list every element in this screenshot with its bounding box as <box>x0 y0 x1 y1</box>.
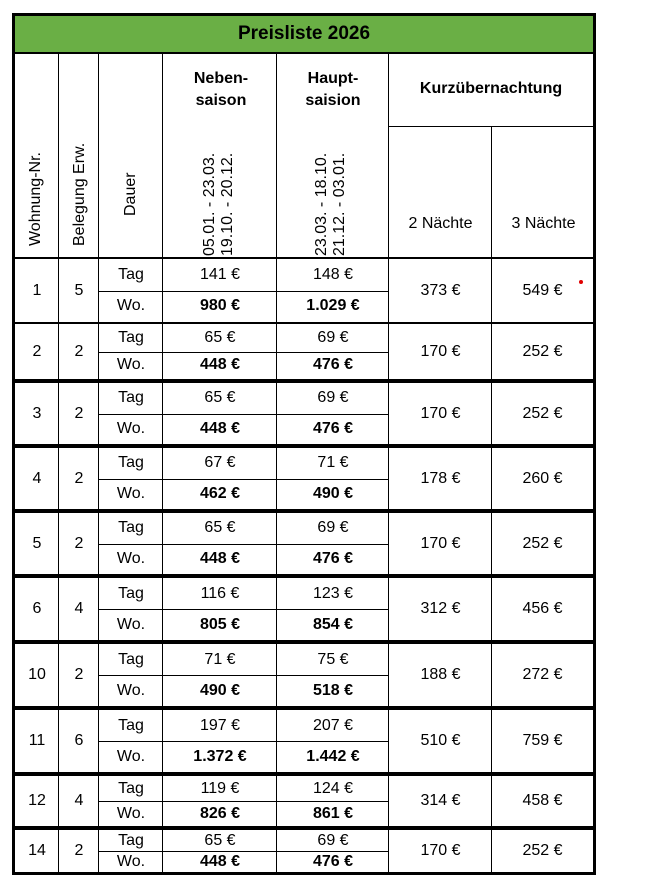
cell-haupt-wo: 861 € <box>312 804 354 822</box>
cell-3-naechte: 759 € <box>522 732 563 749</box>
cell-belegung: 2 <box>74 666 84 683</box>
cell-dauer-tag: Tag <box>118 650 144 668</box>
row-separator <box>15 322 593 324</box>
cell-neben-wo: 826 € <box>199 804 241 822</box>
price-table <box>12 13 596 875</box>
header-column-divider <box>276 54 277 257</box>
cell-wohnung-nr: 3 <box>32 404 42 422</box>
cell-3-naechte: 252 € <box>522 534 563 552</box>
cell-belegung: 5 <box>74 281 84 299</box>
row-separator <box>15 706 593 710</box>
cell-wohnung-nr: 12 <box>28 792 46 809</box>
cell-3-naechte: 549 € <box>522 281 563 299</box>
header-column-divider <box>98 54 99 257</box>
cell-belegung: 4 <box>74 600 84 617</box>
cell-dauer-wo: Wo. <box>116 419 146 437</box>
cell-dauer-tag: Tag <box>118 328 144 346</box>
cell-haupt-wo: 1.029 € <box>306 297 360 315</box>
cell-2-naechte: 188 € <box>420 666 461 683</box>
header-nebensaison-line1: Neben- <box>193 70 249 87</box>
cell-wohnung-nr: 11 <box>28 732 46 749</box>
cell-2-naechte: 170 € <box>420 342 461 360</box>
cell-dauer-tag: Tag <box>118 584 144 602</box>
cell-haupt-wo: 476 € <box>312 852 354 870</box>
cell-belegung: 6 <box>74 732 84 749</box>
cell-neben-wo: 1.372 € <box>193 747 247 765</box>
cell-dauer-wo: Wo. <box>116 297 146 315</box>
cell-haupt-tag: 75 € <box>317 650 349 668</box>
nebensaison-dates-2: 19.10. - 20.12. <box>219 152 236 256</box>
header-column-divider <box>58 54 59 257</box>
row-separator <box>15 772 593 776</box>
cell-belegung: 2 <box>74 534 84 552</box>
cell-haupt-tag: 207 € <box>312 716 354 734</box>
cell-wohnung-nr: 1 <box>32 281 42 299</box>
cell-2-naechte: 170 € <box>420 404 461 422</box>
cell-haupt-wo: 476 € <box>312 419 354 437</box>
header-dauer: Dauer <box>122 172 139 216</box>
cell-3-naechte: 260 € <box>522 469 563 487</box>
cell-neben-tag: 65 € <box>204 519 236 537</box>
row-inner-divider <box>99 609 389 610</box>
header-nebensaison-line2: saison <box>195 92 247 109</box>
cell-haupt-tag: 148 € <box>312 265 354 283</box>
cell-haupt-tag: 71 € <box>317 454 349 472</box>
cell-2-naechte: 314 € <box>420 792 461 809</box>
header-column-divider <box>491 126 492 257</box>
header-bottom-divider <box>15 257 593 259</box>
cell-neben-wo: 448 € <box>199 549 241 567</box>
cell-2-naechte: 178 € <box>420 469 461 487</box>
row-inner-divider <box>99 479 389 480</box>
cell-3-naechte: 458 € <box>522 792 563 809</box>
cell-neben-tag: 65 € <box>204 389 236 407</box>
cell-haupt-tag: 123 € <box>312 584 354 602</box>
cell-dauer-wo: Wo. <box>116 747 146 765</box>
row-inner-divider <box>99 352 389 353</box>
cell-dauer-tag: Tag <box>118 831 144 849</box>
cell-neben-tag: 119 € <box>200 779 240 797</box>
cell-wohnung-nr: 4 <box>32 469 42 487</box>
cell-haupt-tag: 69 € <box>317 389 349 407</box>
cell-haupt-tag: 124 € <box>312 779 354 797</box>
cell-haupt-tag: 69 € <box>317 831 349 849</box>
cell-haupt-wo: 854 € <box>312 615 354 633</box>
cell-3-naechte: 252 € <box>522 342 563 360</box>
cell-dauer-wo: Wo. <box>116 356 146 374</box>
cell-neben-tag: 71 € <box>204 650 236 668</box>
cell-neben-tag: 65 € <box>204 328 236 346</box>
header-kurzuebernachtung: Kurzübernachtung <box>419 80 563 97</box>
cell-neben-wo: 980 € <box>199 297 241 315</box>
header-hauptsaison-line2: saision <box>305 92 361 109</box>
header-wohnung-nr: Wohnung-Nr. <box>27 152 44 246</box>
table-title: Preisliste 2026 <box>15 16 593 54</box>
row-inner-divider <box>99 414 389 415</box>
cell-haupt-wo: 518 € <box>312 681 354 699</box>
cell-belegung: 2 <box>74 342 84 360</box>
row-separator <box>15 509 593 513</box>
cell-dauer-tag: Tag <box>118 265 144 283</box>
row-separator <box>15 444 593 448</box>
cell-dauer-wo: Wo. <box>116 549 146 567</box>
cell-2-naechte: 312 € <box>420 600 461 617</box>
row-inner-divider <box>99 291 389 292</box>
cell-neben-wo: 448 € <box>199 852 241 870</box>
cell-3-naechte: 252 € <box>522 404 563 422</box>
cell-3-naechte: 252 € <box>522 842 563 859</box>
cell-belegung: 2 <box>74 469 84 487</box>
cell-dauer-tag: Tag <box>118 389 144 407</box>
cell-haupt-wo: 490 € <box>312 484 354 502</box>
cell-dauer-wo: Wo. <box>116 804 146 822</box>
cell-belegung: 2 <box>74 404 84 422</box>
cell-3-naechte: 272 € <box>522 666 563 683</box>
cell-dauer-wo: Wo. <box>116 852 146 870</box>
cell-2-naechte: 170 € <box>420 534 461 552</box>
cell-neben-wo: 805 € <box>199 615 241 633</box>
header-column-divider <box>388 54 389 257</box>
kurz-subheader-divider <box>389 126 593 127</box>
cell-dauer-tag: Tag <box>118 454 144 472</box>
cell-wohnung-nr: 10 <box>28 666 46 683</box>
cell-haupt-tag: 69 € <box>317 519 349 537</box>
header-hauptsaison-line1: Haupt- <box>307 70 359 87</box>
row-separator <box>15 826 593 830</box>
header-2-naechte: 2 Nächte <box>408 215 473 232</box>
cell-neben-wo: 490 € <box>199 681 241 699</box>
cell-neben-tag: 116 € <box>200 584 240 602</box>
cell-neben-tag: 141 € <box>199 265 241 283</box>
header-3-naechte: 3 Nächte <box>511 215 576 232</box>
cell-2-naechte: 510 € <box>420 732 461 749</box>
cell-2-naechte: 170 € <box>420 842 461 859</box>
cell-belegung: 2 <box>74 842 84 859</box>
cell-neben-wo: 448 € <box>199 419 241 437</box>
row-inner-divider <box>99 801 389 802</box>
cell-neben-tag: 197 € <box>199 716 241 734</box>
cell-belegung: 4 <box>74 792 84 809</box>
cell-neben-tag: 67 € <box>204 454 236 472</box>
hauptsaison-dates-1: 23.03. - 18.10. <box>313 152 330 256</box>
row-separator <box>15 574 593 578</box>
cell-wohnung-nr: 2 <box>32 342 42 360</box>
row-inner-divider <box>99 544 389 545</box>
cell-dauer-wo: Wo. <box>116 681 146 699</box>
cell-dauer-wo: Wo. <box>116 484 146 502</box>
row-separator <box>15 379 593 383</box>
cell-neben-wo: 448 € <box>199 356 241 374</box>
cell-haupt-wo: 1.442 € <box>306 747 360 765</box>
cell-neben-wo: 462 € <box>199 484 241 502</box>
cell-wohnung-nr: 14 <box>28 842 46 859</box>
row-inner-divider <box>99 675 389 676</box>
cell-haupt-tag: 69 € <box>317 328 349 346</box>
cell-dauer-tag: Tag <box>118 779 144 797</box>
cell-3-naechte: 456 € <box>522 600 563 617</box>
header-column-divider <box>162 54 163 257</box>
cell-neben-tag: 65 € <box>204 831 236 849</box>
cell-wohnung-nr: 5 <box>32 534 42 552</box>
header-belegung: Belegung Erw. <box>71 142 88 246</box>
cell-dauer-tag: Tag <box>118 716 144 734</box>
nebensaison-dates-1: 05.01. - 23.03. <box>201 152 218 256</box>
cell-wohnung-nr: 6 <box>32 600 42 617</box>
row-separator <box>15 640 593 644</box>
cell-2-naechte: 373 € <box>420 281 461 299</box>
cell-dauer-wo: Wo. <box>116 615 146 633</box>
cell-haupt-wo: 476 € <box>312 356 354 374</box>
cell-haupt-wo: 476 € <box>312 549 354 567</box>
hauptsaison-dates-2: 21.12. - 03.01. <box>331 152 348 256</box>
cell-dauer-tag: Tag <box>118 519 144 537</box>
row-inner-divider <box>99 741 389 742</box>
